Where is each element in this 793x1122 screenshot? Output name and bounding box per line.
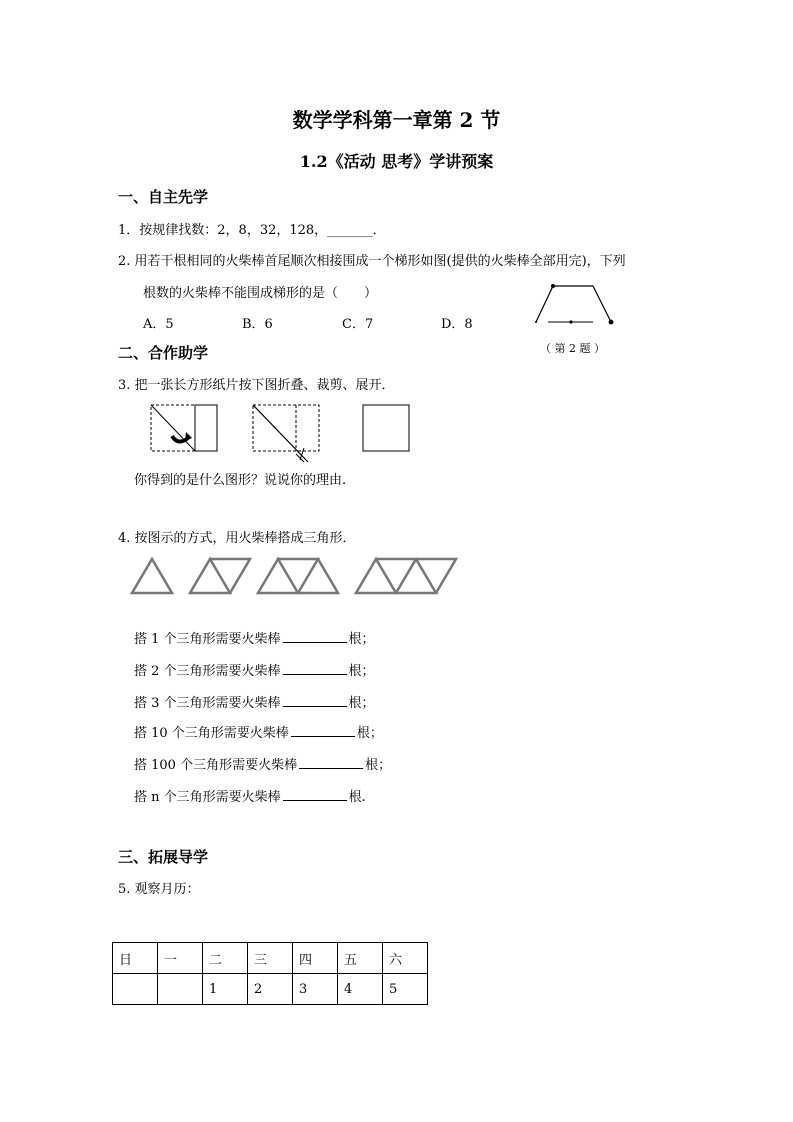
calendar-row [113, 974, 428, 1005]
fold-figure-2 [252, 404, 332, 466]
calendar-header-cell: 日 [113, 943, 158, 974]
answer-blank[interactable] [283, 628, 347, 643]
page-subtitle: 1.2《活动 思考》学讲预案 [299, 152, 494, 171]
figure-caption: （ 第 2 题 ） [540, 342, 605, 355]
option-d: D．8 [441, 317, 473, 332]
q4-item-6: 搭 n 个三角形需要火柴棒 根. [134, 786, 366, 805]
q4-item-2: 搭 2 个三角形需要火柴棒 根； [134, 660, 375, 679]
q4-item-3: 搭 3 个三角形需要火柴棒 根； [134, 692, 375, 711]
q4-item-4: 搭 10 个三角形需要火柴棒 根； [134, 722, 383, 741]
question-4: 4. 按图示的方式，用火柴棒搭成三角形． [118, 531, 356, 546]
question-3-prompt: 你得到的是什么图形？说说你的理由. [134, 473, 347, 488]
calendar-cell: 1 [203, 974, 248, 1005]
calendar-table [112, 942, 428, 1005]
calendar-cell [113, 974, 158, 1005]
calendar-cell: 2 [248, 974, 293, 1005]
calendar-cell: 4 [338, 974, 383, 1005]
question-5: 5. 观察月历： [118, 882, 200, 897]
calendar-header-cell: 四 [293, 943, 338, 974]
answer-blank[interactable] [299, 754, 363, 769]
fold-figure-1 [150, 404, 220, 454]
q4-item-1: 搭 1 个三角形需要火柴棒 根； [134, 628, 375, 647]
question-2-line-2: 根数的火柴棒不能围成梯形的是（ ） [143, 286, 378, 301]
calendar-header-cell: 一 [158, 943, 203, 974]
section-heading-1: 一、自主先学 [118, 188, 209, 206]
answer-blank[interactable] [283, 786, 347, 801]
calendar-header-cell: 六 [383, 943, 428, 974]
calendar-cell: 5 [383, 974, 428, 1005]
option-c: C．7 [342, 317, 374, 332]
answer-blank[interactable] [283, 692, 347, 707]
question-2-line-1: 2. 用若干根相同的火柴棒首尾顺次相接围成一个梯形如图(提供的火柴棒全部用完)，下列 [118, 254, 626, 269]
section-heading-2: 二、合作助学 [118, 344, 209, 362]
calendar-header-cell: 二 [203, 943, 248, 974]
q4-item-5: 搭 100 个三角形需要火柴棒 根； [134, 754, 391, 773]
trapezoid-figure [533, 278, 623, 330]
calendar-header-cell: 三 [248, 943, 293, 974]
calendar-cell [158, 974, 203, 1005]
question-1: 1．按规律找数：2，8，32，128，_______． [118, 223, 386, 238]
option-a: A．5 [143, 317, 174, 332]
calendar-header-cell: 五 [338, 943, 383, 974]
question-3: 3. 把一张长方形纸片按下图折叠、裁剪、展开． [118, 378, 395, 393]
section-heading-3: 三、拓展导学 [118, 848, 209, 866]
answer-blank[interactable] [291, 722, 355, 737]
unfolded-square-figure [362, 404, 412, 454]
calendar-header-row [113, 943, 428, 974]
answer-blank[interactable] [283, 660, 347, 675]
option-b: B．6 [242, 317, 273, 332]
calendar-cell: 3 [293, 974, 338, 1005]
page-title: 数学学科第一章第 2 节 [292, 108, 501, 132]
matchstick-triangles-figure [128, 555, 468, 597]
